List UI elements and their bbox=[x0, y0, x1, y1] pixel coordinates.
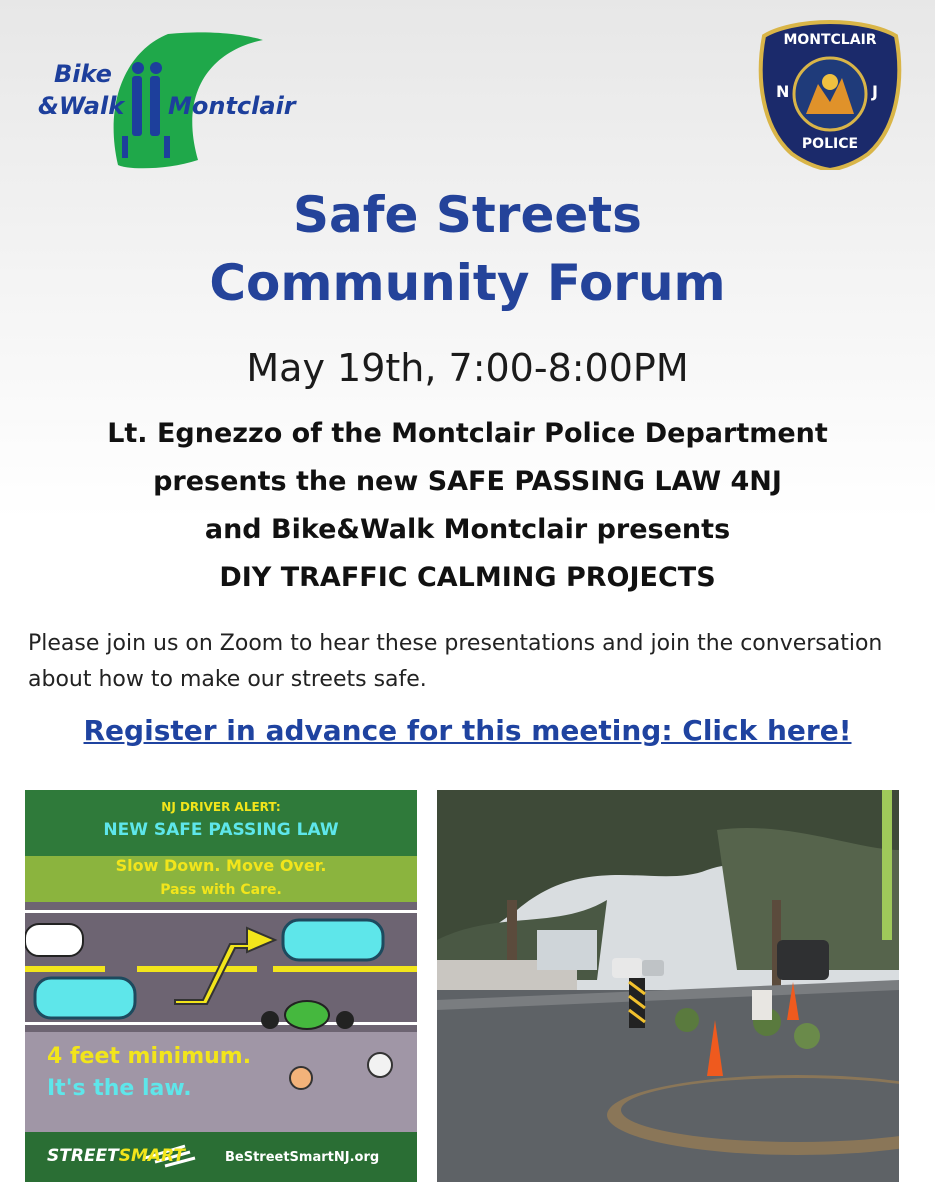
montclair-police-badge bbox=[758, 18, 902, 170]
presenter-line-3: and Bike&Walk Montclair presents bbox=[204, 514, 731, 545]
street-smart-graphic bbox=[25, 790, 417, 1182]
logo-bike-text: Bike bbox=[54, 60, 112, 88]
ss-min-line2: It's the law. bbox=[47, 1076, 192, 1101]
event-date: May 19th, 7:00-8:00PM bbox=[246, 346, 689, 390]
ss-brand bbox=[47, 1146, 185, 1166]
badge-top-text: MONTCLAIR bbox=[783, 32, 877, 48]
ss-brand-smart: SMART bbox=[118, 1146, 186, 1166]
intro-paragraph: Please join us on Zoom to hear these presentations and join the conversation about how to make our streets safe. bbox=[28, 631, 883, 692]
presenter-line-2: presents the new SAFE PASSING LAW 4NJ bbox=[153, 466, 782, 497]
ss-min-line1: 4 feet minimum. bbox=[47, 1044, 252, 1069]
ss-law-text: NEW SAFE PASSING LAW bbox=[103, 820, 339, 840]
traffic-calming-photo bbox=[437, 790, 899, 1182]
badge-left-text: N bbox=[776, 82, 790, 101]
ss-slogan-line2: Pass with Care. bbox=[160, 882, 282, 898]
register-link[interactable]: Register in advance for this meeting: Click here! bbox=[83, 714, 852, 747]
presenter-line-1: Lt. Egnezzo of the Montclair Police Department bbox=[107, 418, 828, 449]
logo-montclair-text: Montclair bbox=[168, 92, 296, 120]
badge-bottom-text: POLICE bbox=[801, 136, 859, 152]
ss-slogan-line1: Slow Down. Move Over. bbox=[115, 856, 327, 875]
bike-walk-montclair-logo bbox=[18, 20, 298, 170]
page-title-line2: Community Forum bbox=[209, 254, 726, 312]
presenter-line-4: DIY TRAFFIC CALMING PROJECTS bbox=[219, 562, 716, 593]
page-title-line1: Safe Streets bbox=[293, 186, 642, 244]
ss-url: BeStreetSmartNJ.org bbox=[225, 1150, 380, 1165]
ss-brand-street: STREET bbox=[47, 1146, 119, 1166]
ss-alert-text: NJ DRIVER ALERT: bbox=[161, 800, 281, 814]
badge-right-text: J bbox=[872, 82, 878, 101]
logo-walk-text: &Walk bbox=[38, 92, 125, 120]
